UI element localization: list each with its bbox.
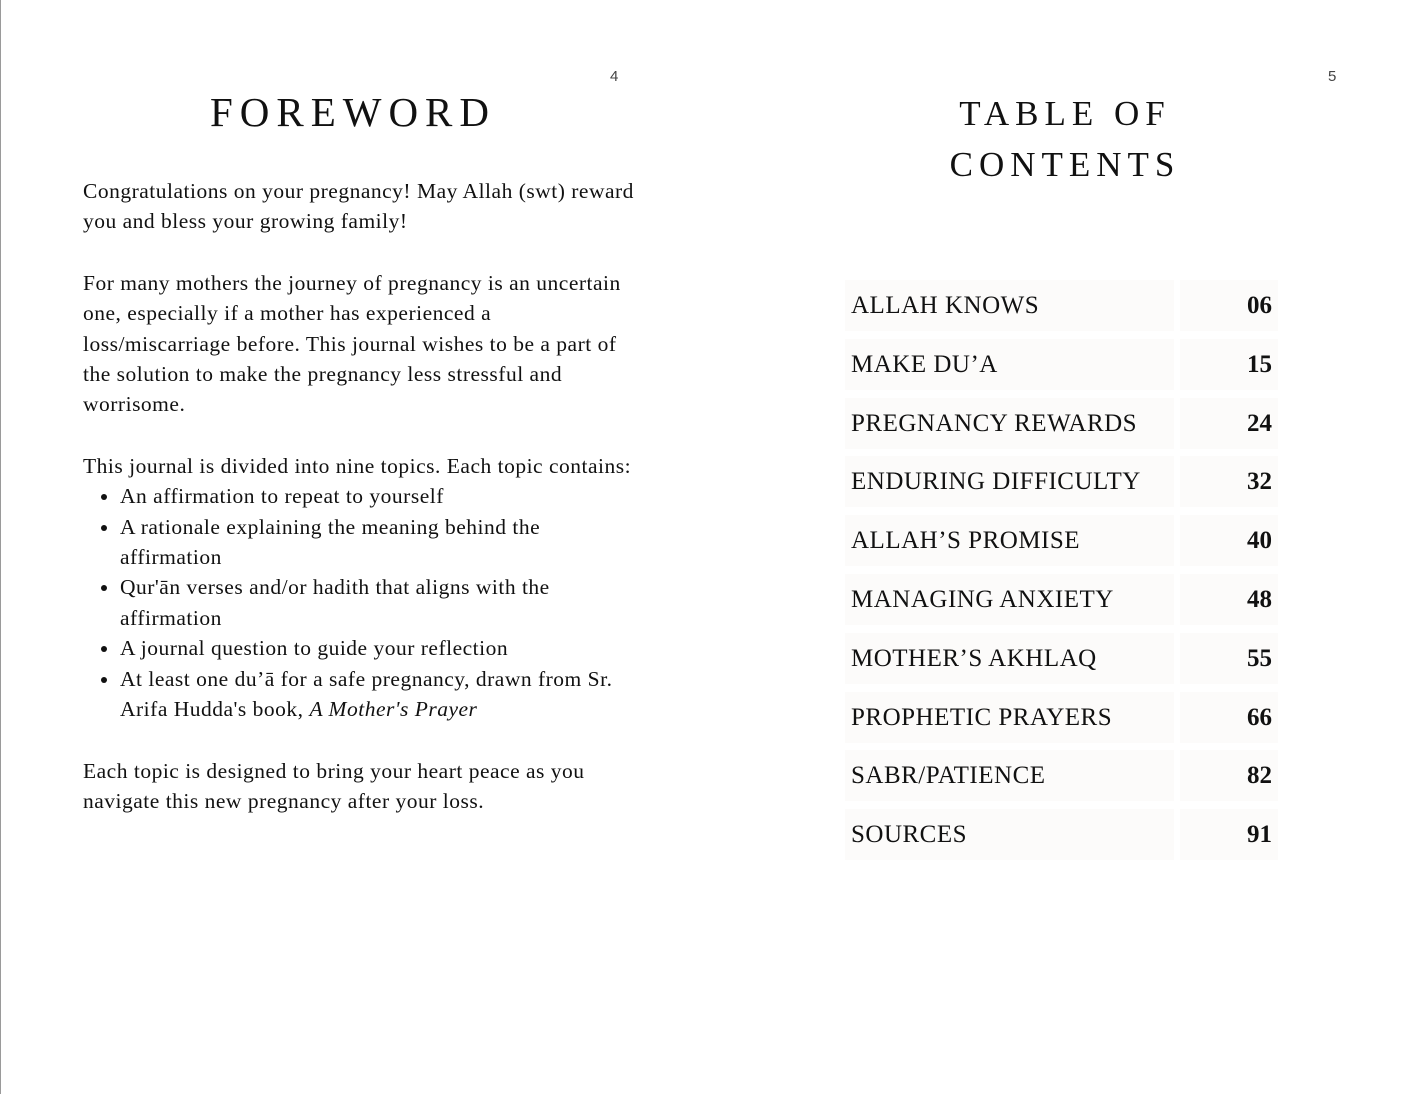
- list-item-text: At least one du’ā for a safe pregnancy, drawn from Sr. Arifa Hudda's book,: [120, 666, 613, 722]
- toc-entry-label: SOURCES: [845, 809, 1174, 860]
- foreword-paragraph: Congratulations on your pregnancy! May Allah (swt) reward you and bless your growing family!: [83, 179, 634, 234]
- page-number-left: 4: [610, 68, 619, 85]
- list-item: • Qur'ān verses and/or hadith that aligns with the affirmation: [120, 572, 643, 633]
- toc-entry-label: PREGNANCY REWARDS: [845, 398, 1174, 449]
- list-item: • An affirmation to repeat to yourself: [120, 481, 643, 511]
- list-item: • A rationale explaining the meaning behind the affirmation: [120, 512, 643, 573]
- toc-entry-page: 40: [1180, 515, 1278, 566]
- book-title: A Mother's Prayer: [309, 697, 478, 722]
- toc-entry-page: 66: [1180, 692, 1278, 743]
- toc-entry-page: 82: [1180, 750, 1278, 801]
- toc-entry-label: SABR/PATIENCE: [845, 750, 1174, 801]
- toc-row[interactable]: [845, 398, 1278, 449]
- toc-row[interactable]: [845, 515, 1278, 566]
- toc-entry-label: MAKE DU’A: [845, 339, 1174, 390]
- foreword-paragraph: Each topic is designed to bring your heart peace as you navigate this new pregnancy after your loss.: [83, 758, 585, 813]
- toc-entry-label: MANAGING ANXIETY: [845, 574, 1174, 625]
- toc-entry-page: 48: [1180, 574, 1278, 625]
- toc-entry-label: ENDURING DIFFICULTY: [845, 456, 1174, 507]
- toc-row[interactable]: [845, 633, 1278, 684]
- toc-entry-label: PROPHETIC PRAYERS: [845, 692, 1174, 743]
- toc-entry-label: ALLAH’S PROMISE: [845, 515, 1174, 566]
- toc-row[interactable]: [845, 809, 1278, 860]
- toc-row[interactable]: [845, 280, 1278, 331]
- foreword-paragraph: For many mothers the journey of pregnancy is an uncertain one, especially if a mother has experienced a loss/miscarriage before. This journal wishes to be a part of the solution to make the pregnancy less stressful and worrisome.: [83, 270, 621, 417]
- toc-entry-label: MOTHER’S AKHLAQ: [845, 633, 1174, 684]
- toc-row[interactable]: [845, 456, 1278, 507]
- toc-entry-label: ALLAH KNOWS: [845, 280, 1174, 331]
- toc-entry-page: 32: [1180, 456, 1278, 507]
- foreword-title: FOREWORD: [209, 89, 497, 135]
- toc-table: [845, 280, 1278, 868]
- toc-entry-page: 15: [1180, 339, 1278, 390]
- foreword-paragraph: This journal is divided into nine topics. Each topic contains:: [83, 453, 632, 478]
- foreword-body: [83, 176, 643, 816]
- toc-entry-page: 24: [1180, 398, 1278, 449]
- toc-row[interactable]: [845, 574, 1278, 625]
- page-left-edge: [0, 0, 1, 1094]
- toc-row[interactable]: [845, 339, 1278, 390]
- toc-row[interactable]: [845, 692, 1278, 743]
- topic-contents-list: [83, 481, 643, 724]
- toc-title: [880, 88, 1250, 190]
- toc-entry-page: 55: [1180, 633, 1278, 684]
- toc-entry-page: 06: [1180, 280, 1278, 331]
- list-item: • A journal question to guide your reflection: [120, 633, 643, 663]
- toc-entry-page: 91: [1180, 809, 1278, 860]
- toc-row[interactable]: [845, 750, 1278, 801]
- page-number-right: 5: [1328, 68, 1337, 85]
- list-item: [120, 664, 643, 725]
- toc-title-line: TABLE OF: [959, 94, 1171, 133]
- toc-title-line: CONTENTS: [949, 145, 1181, 184]
